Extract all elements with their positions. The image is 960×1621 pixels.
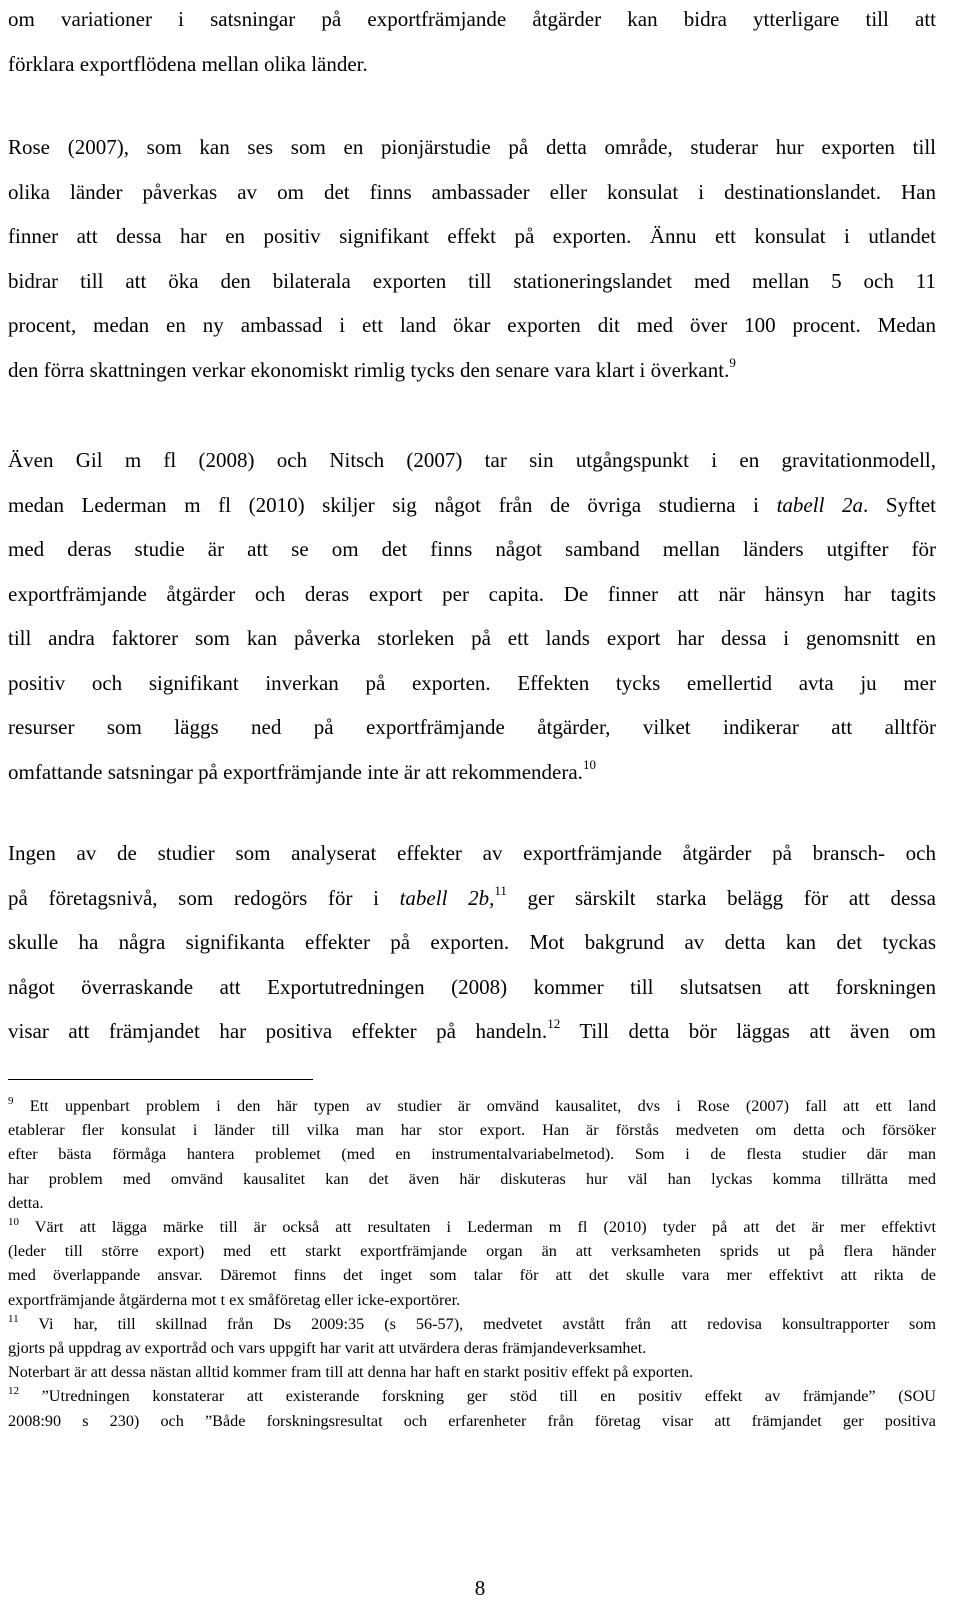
paragraph-3 [8, 438, 936, 794]
footnote-ref-12[interactable]: 12 [547, 1016, 561, 1031]
footnote-separator [8, 1079, 313, 1080]
page-number: 8 [474, 1576, 486, 1600]
text-line: skulle ha några signifikanta effekter på exporten. Mot bakgrund av detta kan det tyckas [8, 930, 936, 954]
footnote-ref-11[interactable]: 11 [494, 882, 507, 898]
text-segment: Vi har, till skillnad från Ds 2009:35 (s 56-57), medvetet avstått från att redovisa konsultrapporter som [18, 1314, 936, 1333]
footnote-number: 12 [8, 1385, 19, 1398]
text-segment: den förra skattningen verkar ekonomiskt rimlig tycks den senare vara klart i överkant. [8, 357, 730, 382]
paragraph-4 [8, 831, 936, 1054]
text-segment: visar att främjandet har positiva effekter på handeln. [8, 1019, 548, 1043]
footnote-12 [8, 1384, 936, 1432]
footnote-9 [8, 1094, 936, 1215]
text-line [8, 483, 936, 528]
text-line: exportfrämjande åtgärder och deras export per capita. De finner att när hänsyn har tagits [8, 581, 936, 606]
footnote-line: etablerar fler konsulat i länder till vilka man har stor export. Han är förstås medveten om detta och försöker [8, 1121, 936, 1140]
text-line [8, 348, 936, 393]
text-line: om variationer i satsningar på exportfrämjande åtgärder kan bidra ytterligare till att [8, 7, 936, 31]
footnote-number: 9 [8, 1095, 14, 1107]
text-line: förklara exportflödena mellan olika länder. [8, 51, 368, 76]
footnote-line: har problem med omvänd kausalitet kan det även här diskuteras hur väl han lyckas komma tillrätta med [8, 1169, 936, 1188]
text-line: resurser som läggs ned på exportfrämjande åtgärder, vilket indikerar att alltför [8, 715, 936, 739]
footnote-line [8, 1312, 936, 1336]
text-segment: . Syftet [863, 492, 936, 517]
text-segment: Värt att lägga märke till är också att resultaten i Lederman m fl (2010) tyder på att det är mer effektivt [19, 1218, 936, 1237]
text-segment: ”Utredningen konstaterar att existerande forskning ger stöd till en positiv effekt av främjande” (SOU [19, 1387, 936, 1406]
table-reference: tabell 2b, [399, 885, 495, 910]
footnote-line [8, 1384, 936, 1408]
footnote-line [8, 1215, 936, 1239]
text-segment: omfattande satsningar på exportfrämjande inte är att rekommendera. [8, 759, 583, 784]
text-segment: Ett uppenbart problem i den här typen av studier är omvänd kausalitet, dvs i Rose (2007) fall att ett land [13, 1097, 936, 1115]
footnote-10 [8, 1215, 936, 1312]
footnote-line: med överlappande ansvar. Däremot finns det inget som talar för att det skulle vara mer effektivt att rikta de [8, 1266, 936, 1285]
footnote-line: gjorts på uppdrag av exportråd och vars uppgift har varit att utvärdera deras främjandeverksamhet. [8, 1339, 647, 1358]
footnotes [8, 1094, 936, 1433]
footnote-line: Noterbart är att dessa nästan alltid kommer fram till att denna har haft en starkt positiv effekt på exporten. [8, 1363, 694, 1382]
text-line [8, 1009, 936, 1054]
text-segment: ger särskilt starka belägg för att dessa [506, 885, 936, 910]
footnote-line [8, 1094, 936, 1118]
text-line [8, 750, 936, 795]
text-line: Även Gil m fl (2008) och Nitsch (2007) tar sin utgångspunkt i en gravitationmodell, [8, 448, 936, 472]
footnote-line: (leder till större export) med ett starkt exportfrämjande organ än att verksamheten sprids ut på flera händer [8, 1242, 936, 1261]
footnote-ref-9[interactable]: 9 [729, 354, 736, 370]
footnote-number: 10 [8, 1216, 19, 1229]
text-line: Rose (2007), som kan ses som en pionjärstudie på detta område, studerar hur exporten till [8, 135, 936, 159]
text-line: till andra faktorer som kan påverka storleken på ett lands export har dessa i genomsnitt en [8, 626, 936, 650]
text-line: något överraskande att Exportutredningen (2008) kommer till slutsatsen att forskningen [8, 974, 936, 999]
paragraph-1 [8, 0, 936, 86]
table-reference: tabell 2a [776, 492, 863, 517]
text-line [8, 876, 936, 921]
text-line: finner att dessa har en positiv signifikant effekt på exporten. Ännu ett konsulat i utlandet [8, 224, 936, 248]
footnote-number: 11 [8, 1312, 19, 1325]
footnote-line: efter bästa förmåga hantera problemet (med en instrumentalvariabelmetod). Som i de flesta studier där man [8, 1145, 936, 1164]
footnote-11 [8, 1312, 936, 1385]
text-segment: på företagsnivå, som redogörs för i [8, 885, 400, 910]
footnote-line: exportfrämjande åtgärderna mot t ex småföretag eller icke-exportörer. [8, 1290, 461, 1309]
text-line: Ingen av de studier som analyserat effekter av exportfrämjande åtgärder på bransch- och [8, 841, 936, 865]
footnote-line: detta. [8, 1193, 44, 1212]
paragraph-2 [8, 125, 936, 392]
text-line: olika länder påverkas av om det finns ambassader eller konsulat i destinationslandet. Han [8, 179, 936, 204]
text-segment: Till detta bör läggas att även om [560, 1019, 936, 1043]
text-segment: medan Lederman m fl (2010) skiljer sig något från de övriga studierna i [8, 492, 777, 517]
footnote-line: 2008:90 s 230) och ”Både forskningsresultat och erfarenheter från företag visar att främjandet ger positiva [8, 1411, 936, 1430]
text-line: procent, medan en ny ambassad i ett land ökar exporten dit med över 100 procent. Medan [8, 313, 936, 337]
text-line: med deras studie är att se om det finns något samband mellan länders utgifter för [8, 537, 936, 561]
text-line: bidrar till att öka den bilaterala exporten till stationeringslandet med mellan 5 och 11 [8, 268, 936, 293]
text-line: positiv och signifikant inverkan på exporten. Effekten tycks emellertid avta ju mer [8, 670, 936, 695]
footnote-ref-10[interactable]: 10 [582, 756, 596, 772]
